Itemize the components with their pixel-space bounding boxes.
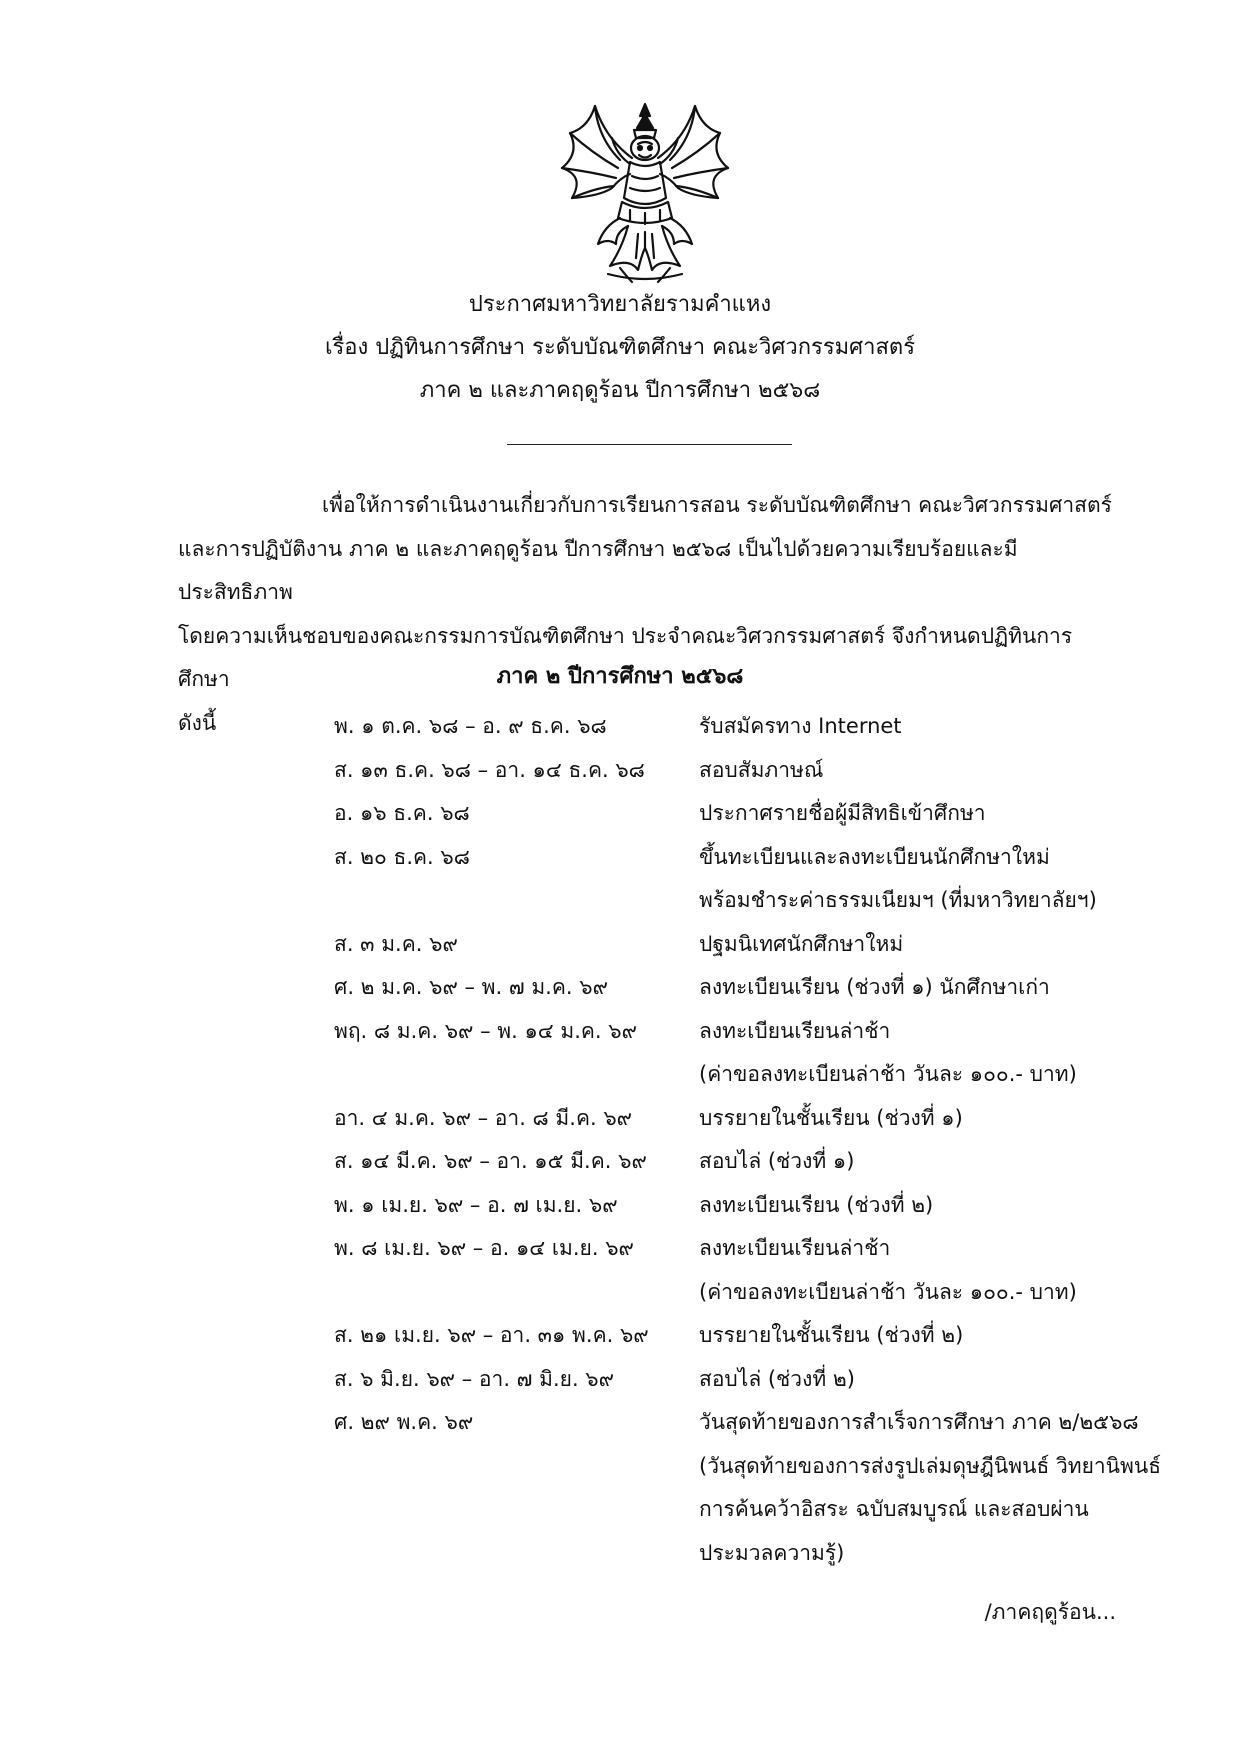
schedule-row — [334, 1184, 1164, 1228]
announcement-title: ประกาศมหาวิทยาลัยรามคำแหง — [468, 292, 772, 317]
schedule-row — [334, 1314, 1164, 1358]
schedule-activity: ลงทะเบียนเรียนล่าช้า — [699, 1018, 891, 1043]
section-title: ภาค ๒ ปีการศึกษา ๒๕๖๘ — [496, 664, 744, 689]
schedule-date — [334, 1053, 699, 1097]
schedule-date — [334, 1532, 699, 1576]
schedule-activity: รับสมัครทาง Internet — [699, 714, 902, 738]
schedule-activity: สอบไล่ (ช่วงที่ ๑) — [699, 1149, 855, 1173]
intro-line: โดยความเห็นชอบของคณะกรรมการบัณฑิตศึกษา ประจำคณะวิศวกรรมศาสตร์ จึงกำหนดปฏิทินการศึกษา — [178, 623, 1073, 691]
schedule-date: ศ. ๒๙ พ.ค. ๖๙ — [334, 1410, 474, 1434]
garuda-emblem-icon — [550, 98, 740, 286]
schedule-row — [334, 705, 1164, 749]
schedule-activity: ลงทะเบียนเรียน (ช่วงที่ ๑) นักศึกษาเก่า — [699, 975, 1050, 999]
schedule-date: พ. ๑ ต.ค. ๖๘ – อ. ๙ ธ.ค. ๖๘ — [334, 714, 607, 738]
schedule-activity: ประมวลความรู้) — [699, 1540, 845, 1565]
schedule-date: อา. ๔ ม.ค. ๖๙ – อา. ๘ มี.ค. ๖๙ — [334, 1105, 633, 1130]
schedule-activity: ขึ้นทะเบียนและลงทะเบียนนักศึกษาใหม่ — [699, 844, 1050, 869]
intro-line: และการปฏิบัติงาน ภาค ๒ และภาคฤดูร้อน ปีการศึกษา ๒๕๖๘ เป็นไปด้วยความเรียบร้อยและมีประสิทธิภาพ — [178, 536, 1018, 604]
schedule-row — [334, 966, 1164, 1010]
schedule-activity: ประกาศรายชื่อผู้มีสิทธิเข้าศึกษา — [699, 801, 986, 825]
schedule-table — [334, 705, 1164, 1575]
schedule-activity: ปฐมนิเทศนักศึกษาใหม่ — [699, 931, 904, 956]
schedule-row — [334, 1053, 1164, 1097]
schedule-row — [334, 1010, 1164, 1054]
schedule-row — [334, 879, 1164, 923]
continuation-note: /ภาคฤดูร้อน... — [984, 1600, 1116, 1624]
schedule-activity: สอบสัมภาษณ์ — [699, 757, 824, 782]
schedule-date: ส. ๑๓ ธ.ค. ๖๘ – อา. ๑๔ ธ.ค. ๖๘ — [334, 757, 645, 782]
schedule-row — [334, 1227, 1164, 1271]
schedule-activity: ลงทะเบียนเรียนล่าช้า — [699, 1236, 891, 1260]
schedule-row — [334, 1445, 1164, 1489]
schedule-row — [334, 749, 1164, 793]
schedule-date: ส. ๒๐ ธ.ค. ๖๘ — [334, 844, 470, 869]
announcement-subject: เรื่อง ปฏิทินการศึกษา ระดับบัณฑิตศึกษา คณะวิศวกรรมศาสตร์ — [324, 335, 916, 360]
schedule-activity: พร้อมชำระค่าธรรมเนียมฯ (ที่มหาวิทยาลัยฯ) — [699, 888, 1097, 912]
schedule-date: อ. ๑๖ ธ.ค. ๖๘ — [334, 801, 470, 825]
schedule-activity: วันสุดท้ายของการสำเร็จการศึกษา ภาค ๒/๒๕๖๘ — [699, 1410, 1139, 1434]
schedule-date: พ. ๑ เม.ย. ๖๙ – อ. ๗ เม.ย. ๖๙ — [334, 1192, 618, 1217]
schedule-row — [334, 792, 1164, 836]
intro-line: ดังนี้ — [178, 710, 217, 735]
schedule-date: ศ. ๒ ม.ค. ๖๙ – พ. ๗ ม.ค. ๖๙ — [334, 975, 608, 999]
schedule-row — [334, 1358, 1164, 1402]
schedule-date: พฤ. ๘ ม.ค. ๖๙ – พ. ๑๔ ม.ค. ๖๙ — [334, 1018, 637, 1043]
schedule-date — [334, 1445, 699, 1489]
schedule-activity: (วันสุดท้ายของการส่งรูปเล่มดุษฎีนิพนธ์ วิทยานิพนธ์ — [699, 1453, 1162, 1478]
schedule-row — [334, 923, 1164, 967]
schedule-activity: การค้นคว้าอิสระ ฉบับสมบูรณ์ และสอบผ่าน — [699, 1497, 1089, 1521]
schedule-activity: (ค่าขอลงทะเบียนล่าช้า วันละ ๑๐๐.- บาท) — [699, 1062, 1077, 1086]
schedule-date: ส. ๓ ม.ค. ๖๙ — [334, 931, 458, 956]
schedule-row — [334, 1271, 1164, 1315]
schedule-row — [334, 1140, 1164, 1184]
heading-divider — [507, 444, 792, 445]
schedule-date: ส. ๒๑ เม.ย. ๖๙ – อา. ๓๑ พ.ค. ๖๙ — [334, 1323, 649, 1347]
schedule-date — [334, 1271, 699, 1315]
schedule-activity: บรรยายในชั้นเรียน (ช่วงที่ ๒) — [699, 1323, 964, 1347]
announcement-term: ภาค ๒ และภาคฤดูร้อน ปีการศึกษา ๒๕๖๘ — [419, 378, 821, 403]
intro-line: เพื่อให้การดำเนินงานเกี่ยวกับการเรียนการสอน ระดับบัณฑิตศึกษา คณะวิศวกรรมศาสตร์ — [322, 493, 1112, 517]
schedule-activity: สอบไล่ (ช่วงที่ ๒) — [699, 1366, 855, 1391]
schedule-activity: (ค่าขอลงทะเบียนล่าช้า วันละ ๑๐๐.- บาท) — [699, 1279, 1077, 1304]
schedule-row — [334, 1532, 1164, 1576]
schedule-date: พ. ๘ เม.ย. ๖๙ – อ. ๑๔ เม.ย. ๖๙ — [334, 1236, 634, 1260]
schedule-activity: ลงทะเบียนเรียน (ช่วงที่ ๒) — [699, 1192, 934, 1217]
schedule-date: ส. ๑๔ มี.ค. ๖๙ – อา. ๑๕ มี.ค. ๖๙ — [334, 1149, 647, 1173]
schedule-date: ส. ๖ มิ.ย. ๖๙ – อา. ๗ มิ.ย. ๖๙ — [334, 1366, 615, 1391]
schedule-activity: บรรยายในชั้นเรียน (ช่วงที่ ๑) — [699, 1105, 963, 1130]
schedule-row — [334, 1401, 1164, 1445]
schedule-date — [334, 1488, 699, 1532]
schedule-row — [334, 836, 1164, 880]
schedule-date — [334, 879, 699, 923]
schedule-row — [334, 1097, 1164, 1141]
schedule-row — [334, 1488, 1164, 1532]
